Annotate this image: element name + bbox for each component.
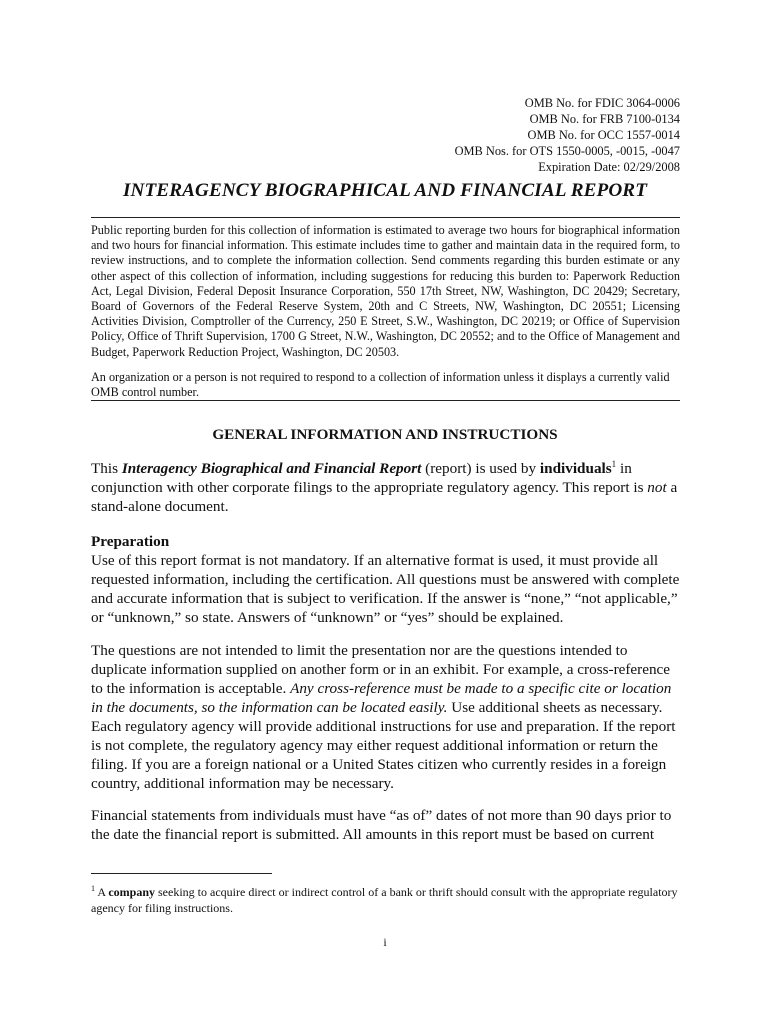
intro-text: in conjunction with other corporate filings to the appropriate regulatory agency. This report is [91,460,648,496]
intro-text: This [91,460,122,477]
expiration-date: Expiration Date: 02/29/2008 [538,160,680,174]
preparation-text: Use of this report format is not mandatory. If an alternative format is used, it must provide all requested information, including the certification. All questions must be answered with complete and accurate information that is subject to verification. If the answer is “none,” “not applicable,” or “unknown,” so state. Answers of “unknown” or “yes” should be explained. [91,552,680,626]
intro-paragraph [91,459,685,516]
page-number: i [383,935,387,949]
footnote-reference: 1 [611,459,617,469]
individuals-term: individuals [539,460,612,477]
report-name: Interagency Biographical and Financial Report [121,460,422,477]
omb-occ-number: OMB No. for OCC 1557-0014 [527,128,680,142]
footnote-number: 1 [91,884,95,893]
not-emphasis: not [647,479,667,496]
company-term: company [108,885,156,899]
intro-text: a stand-alone document. [91,479,678,515]
section-heading: GENERAL INFORMATION AND INSTRUCTIONS [212,426,558,443]
financial-text: Financial statements from individuals must have “as of” dates of not more than 90 days prior to the date the financial report is submitted. All amounts in this report must be based on current [91,807,672,843]
omb-fdic-number: OMB No. for FDIC 3064-0006 [524,96,680,110]
top-divider [91,217,680,218]
footnote-divider [91,873,272,874]
preparation-heading: Preparation [91,533,170,550]
intro-text: (report) is used by [421,460,540,477]
omb-ots-numbers: OMB Nos. for OTS 1550-0005, -0015, -0047 [454,144,680,158]
questions-text: Use additional sheets as necessary. Each regulatory agency will provide additional instructions for use and preparation. If the report is not complete, the regulatory agency may either request additional information or return the filing. If you are a foreign national or a United States citizen who currently resides in a foreign country, additional information may be necessary. [91,699,676,792]
financial-statements-paragraph [91,806,685,844]
questions-text: The questions are not intended to limit the presentation nor are the questions intended to duplicate information supplied on another form or in an exhibit. For example, a cross-reference to the information is acceptable. [91,642,671,697]
burden-statement: Public reporting burden for this collection of information is estimated to average two hours for biographical information and two hours for financial information. This estimate includes time to gather and maintain data in the required form, to review instructions, and to complete the information collection. Send comments regarding this burden estimate or any other aspect of this collection of information, including suggestions for reducing this burden to: Paperwork Reduction Act, Legal Division, Federal Deposit Insurance Corporation, 550 17th Street, NW, Washington, DC 20429; Secretary, Board of Governors of the Federal Reserve System, 20th and C Streets, NW, Washington, DC 20551; Licensing Activities Division, Comptroller of the Currency, 250 E Street, S.W., Washington, DC 20219; or Office of Supervision Policy, Office of Thrift Supervision, 1700 G Street, N.W., Washington, DC 20552; and to the Office of Management and Budget, Paperwork Reduction Project, Washington, DC 20503. [91,223,680,359]
bottom-divider [91,400,680,401]
report-title: INTERAGENCY BIOGRAPHICAL AND FINANCIAL REPORT [122,180,648,201]
footnote-text: seeking to acquire direct or indirect control of a bank or thrift should consult with the appropriate regulatory agency for filing instructions. [91,885,678,915]
footnote-text: A [95,885,109,899]
preparation-section [91,532,685,627]
cross-reference-note: Any cross-reference must be made to a specific cite or location in the documents, so the information can be located easily. [91,680,672,716]
questions-paragraph [91,641,685,793]
omb-number-block [455,95,680,175]
omb-control-notice: An organization or a person is not required to respond to a collection of information unless it displays a currently valid OMB control number. [91,370,670,400]
omb-frb-number: OMB No. for FRB 7100-0134 [529,112,680,126]
footnote [91,884,685,916]
